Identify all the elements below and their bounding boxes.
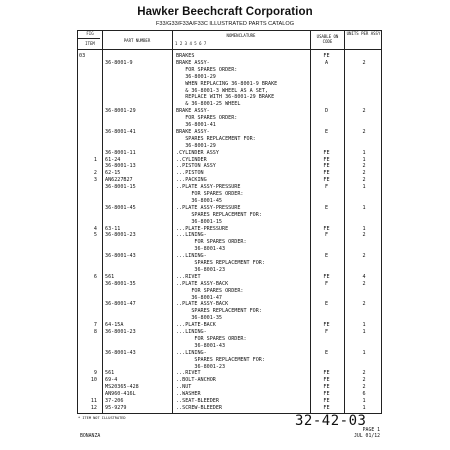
item-cell: 10 — [90, 377, 97, 384]
table-row — [78, 378, 381, 383]
usable-code-cell: FE — [323, 377, 330, 384]
table-row — [78, 151, 381, 156]
part-number-cell: 64-15A — [105, 322, 124, 329]
nomenclature-cell: ...PLATE-BACK — [176, 322, 216, 329]
nomenclature-cell: BRAKE ASSY- — [176, 59, 210, 66]
section-number: 32-42-03 — [295, 413, 367, 429]
usable-code-cell: FE — [323, 170, 330, 177]
table-row — [78, 54, 381, 59]
table-row — [78, 289, 381, 294]
part-number-cell: 561 — [105, 273, 115, 280]
units-cell: 4 — [362, 273, 366, 280]
part-number-cell: 37-206 — [105, 398, 124, 404]
table-row — [78, 137, 381, 142]
table-row — [78, 275, 381, 280]
table-row — [78, 296, 381, 301]
usable-code-cell: FE — [323, 163, 330, 170]
units-cell: 2 — [362, 170, 366, 177]
nomenclature-cell: ..NUT — [176, 384, 192, 391]
units-cell: 1 — [362, 404, 366, 411]
usable-code-cell: E — [324, 204, 329, 211]
table-row — [78, 302, 381, 307]
nomenclature-cell: ..PLATE ASSY-PRESSURE — [176, 184, 241, 191]
usable-code-cell: FE — [323, 322, 330, 329]
usable-code-cell: FE — [323, 391, 330, 398]
units-cell: 2 — [362, 377, 366, 384]
table-row — [78, 344, 381, 349]
units-cell: 1 — [362, 322, 366, 329]
table-row — [78, 178, 381, 183]
table-row — [78, 406, 381, 411]
nomenclature-cell: 36-8001-47 — [176, 294, 223, 301]
usable-code-cell: F — [324, 280, 329, 287]
table-row — [78, 385, 381, 390]
table-row — [78, 158, 381, 163]
usable-code-cell: E — [324, 128, 329, 135]
nomenclature-cell: ...PLATE-PRESSURE — [176, 225, 229, 232]
usable-code-cell: FE — [323, 384, 330, 391]
part-number-cell: MS20365-428 — [105, 384, 139, 391]
part-number-cell: 36-8001-35 — [105, 280, 136, 287]
usable-code-cell: FE — [323, 177, 330, 184]
nomenclature-cell: FOR SPARES ORDER: — [176, 239, 247, 246]
nomenclature-cell: 36-8001-23 — [176, 363, 226, 370]
nomenclature-cell: ..PLATE ASSY-BACK — [176, 301, 229, 308]
units-cell: 2 — [362, 177, 366, 184]
part-number-cell: 36-8001-45 — [105, 204, 136, 211]
table-row — [78, 68, 381, 73]
nomenclature-cell: SPARES REPLACEMENT FOR: — [176, 135, 256, 142]
header-nomenclature: NOMENCLATURE — [226, 33, 256, 38]
units-cell: 1 — [362, 329, 366, 335]
usable-code-cell: FE — [323, 273, 330, 280]
nomenclature-cell: FOR SPARES ORDER: — [176, 287, 244, 294]
item-cell: 8 — [93, 329, 97, 335]
table-row — [78, 392, 381, 397]
header-units-per-assy: UNITS PER ASSY — [346, 31, 381, 36]
item-cell: 3 — [93, 177, 97, 184]
nomenclature-cell: FOR SPARES ORDER: — [176, 335, 247, 342]
nomenclature-cell: SPARES REPLACEMENT FOR: — [176, 260, 265, 266]
part-number-cell: 36-8001-47 — [105, 301, 136, 308]
table-row — [78, 75, 381, 80]
nomenclature-cell: REPLACE WITH 36-8001-29 BRAKE — [176, 94, 275, 101]
document-subtitle: F33/G33/F33A/F33C ILLUSTRATED PARTS CATALOG — [155, 21, 295, 27]
usable-code-cell: FE — [323, 53, 330, 59]
item-cell: 1 — [93, 156, 97, 163]
units-cell: 6 — [362, 391, 366, 398]
part-number-cell: 62-15 — [105, 170, 121, 177]
units-cell: 2 — [362, 384, 366, 391]
table-row — [78, 82, 381, 87]
usable-code-cell: FE — [323, 398, 330, 404]
table-row — [78, 95, 381, 100]
units-cell: 2 — [362, 232, 366, 239]
units-cell: 2 — [362, 370, 366, 377]
nomenclature-cell: BRAKE ASSY- — [176, 128, 210, 135]
table-row — [78, 247, 381, 252]
header-part-number: PART NUMBER — [123, 38, 151, 43]
table-row — [78, 220, 381, 225]
document-title: Hawker Beechcraft Corporation — [137, 6, 313, 18]
usable-code-cell: F — [324, 329, 329, 335]
item-cell: 6 — [93, 273, 97, 280]
units-cell: 1 — [362, 225, 366, 232]
units-cell: 1 — [362, 349, 366, 356]
nomenclature-cell: 36-8001-35 — [176, 315, 223, 322]
usable-code-cell: FE — [323, 156, 330, 163]
nomenclature-cell: FOR SPARES ORDER: — [176, 191, 244, 197]
table-row — [78, 206, 381, 211]
nomenclature-cell: ...LINING- — [176, 253, 207, 260]
nomenclature-cell: ...LINING- — [176, 349, 207, 356]
nomenclature-cell: WHEN REPLACING 36-8001-9 BRAKE — [176, 80, 278, 87]
table-row — [78, 240, 381, 245]
table-row — [78, 213, 381, 218]
table-row — [78, 330, 381, 335]
usable-code-cell: E — [324, 349, 329, 356]
table-row — [78, 192, 381, 197]
table-row — [78, 130, 381, 135]
table-row — [78, 233, 381, 238]
table-row — [78, 316, 381, 321]
usable-code-cell: E — [324, 301, 329, 308]
table-row — [78, 282, 381, 287]
units-cell: 1 — [362, 184, 366, 191]
table-row — [78, 164, 381, 169]
revision-date: JUL 01/12 — [354, 434, 380, 439]
header-indent-levels: 1 2 3 4 5 6 7 — [175, 41, 207, 46]
units-cell: 1 — [362, 398, 366, 404]
table-row — [78, 358, 381, 363]
nomenclature-cell: ..SCREW-BLEEDER — [176, 404, 223, 411]
nomenclature-cell: ..CYLINDER — [176, 156, 207, 163]
part-number-cell: 36-8001-43 — [105, 349, 136, 356]
nomenclature-cell: ...LINING- — [176, 329, 207, 335]
part-number-cell: 36-8001-23 — [105, 232, 136, 239]
usable-code-cell: FE — [323, 404, 330, 411]
item-cell: 5 — [93, 232, 97, 239]
footnote: * ITEM NOT ILLUSTRATED — [78, 416, 126, 420]
table-row — [78, 171, 381, 176]
part-number-cell: 561 — [105, 370, 115, 377]
table-row — [78, 227, 381, 232]
units-cell: 2 — [362, 253, 366, 260]
part-number-cell: 36-8001-43 — [105, 253, 136, 260]
table-row — [78, 109, 381, 114]
item-cell: 4 — [93, 225, 97, 232]
fig-item-divider — [78, 38, 100, 39]
table-row — [78, 309, 381, 314]
nomenclature-cell: ..PLATE ASSY-PRESSURE — [176, 204, 241, 211]
nomenclature-cell: 36-8001-43 — [176, 342, 226, 349]
part-number-cell: 36-8001-29 — [105, 108, 136, 115]
part-number-cell: 61-24 — [105, 156, 121, 163]
nomenclature-cell: ...PISTON — [176, 170, 204, 177]
nomenclature-cell: SPARES REPLACEMENT FOR: — [176, 211, 262, 218]
part-number-cell: 36-8001-11 — [105, 149, 136, 156]
nomenclature-cell: ..BOLT-ANCHOR — [176, 377, 216, 384]
usable-code-cell: A — [324, 59, 329, 66]
units-cell: 2 — [362, 163, 366, 170]
table-row — [78, 337, 381, 342]
table-row — [78, 144, 381, 149]
nomenclature-cell: 36-8001-23 — [176, 266, 226, 273]
parts-table — [77, 30, 382, 414]
table-row — [78, 365, 381, 370]
item-cell: 9 — [93, 370, 97, 377]
units-cell: 2 — [362, 280, 366, 287]
nomenclature-cell: BRAKES — [176, 53, 195, 59]
nomenclature-cell: ...RIVET — [176, 273, 201, 280]
header-divider — [78, 49, 381, 50]
nomenclature-cell: FOR SPARES ORDER: — [176, 66, 238, 73]
header-item: ITEM — [85, 41, 95, 46]
fig-cell: 03 — [79, 53, 86, 59]
nomenclature-cell: 36-8001-15 — [176, 218, 223, 225]
table-row — [78, 261, 381, 266]
table-row — [78, 116, 381, 121]
units-cell: 2 — [362, 301, 366, 308]
part-number-cell: 36-8001-13 — [105, 163, 136, 170]
nomenclature-cell: 36-8001-45 — [176, 197, 223, 204]
usable-code-cell: FE — [323, 225, 330, 232]
nomenclature-cell: ...RIVET — [176, 370, 201, 377]
table-row — [78, 371, 381, 376]
units-cell: 1 — [362, 149, 366, 156]
part-number-cell: 36-8001-23 — [105, 329, 136, 335]
nomenclature-cell: 36-8001-41 — [176, 122, 216, 128]
part-number-cell: AN6227B27 — [105, 177, 133, 184]
table-row — [78, 102, 381, 107]
units-cell: 1 — [362, 204, 366, 211]
usable-code-cell: FE — [323, 370, 330, 377]
item-cell: 2 — [93, 170, 97, 177]
table-row — [78, 199, 381, 204]
item-cell: 7 — [93, 322, 97, 329]
usable-code-cell: E — [324, 253, 329, 260]
table-row — [78, 351, 381, 356]
part-number-cell: 69-4 — [105, 377, 118, 384]
table-row — [78, 268, 381, 273]
usable-code-cell: F — [324, 232, 329, 239]
header-fig: FIG — [86, 31, 94, 36]
usable-code-cell: D — [324, 108, 329, 115]
nomenclature-cell: ..WASHER — [176, 391, 201, 398]
nomenclature-cell: ..SEAT-BLEEDER — [176, 398, 219, 404]
nomenclature-cell: BRAKE ASSY- — [176, 108, 210, 115]
nomenclature-cell: SPARES REPLACEMENT FOR: — [176, 356, 265, 363]
table-row — [78, 254, 381, 259]
nomenclature-cell: 36-8001-43 — [176, 246, 226, 253]
nomenclature-cell: ..PLATE ASSY-BACK — [176, 280, 229, 287]
nomenclature-cell: .CYLINDER ASSY — [176, 149, 219, 156]
nomenclature-cell: & 36-8001-3 WHEEL AS A SET, — [176, 87, 269, 94]
part-number-cell: 36-8001-15 — [105, 184, 136, 191]
table-row — [78, 123, 381, 128]
aircraft-model: BONANZA — [80, 434, 101, 439]
nomenclature-cell: & 36-8001-25 WHEEL — [176, 101, 241, 108]
nomenclature-cell: 36-8001-29 — [176, 73, 216, 80]
nomenclature-cell: FOR SPARES ORDER: — [176, 115, 238, 122]
table-row — [78, 323, 381, 328]
part-number-cell: AN960-416L — [105, 391, 136, 398]
nomenclature-cell: ...PACKING — [176, 177, 207, 184]
usable-code-cell: F — [324, 184, 329, 191]
part-number-cell: 36-8001-41 — [105, 128, 136, 135]
units-cell: 1 — [362, 156, 366, 163]
nomenclature-cell: ...LINING- — [176, 232, 207, 239]
table-row — [78, 399, 381, 404]
part-number-cell: 63-11 — [105, 225, 121, 232]
table-row — [78, 89, 381, 94]
nomenclature-cell: SPARES REPLACEMENT FOR: — [176, 308, 262, 315]
page-number: PAGE 1 — [362, 428, 380, 433]
nomenclature-cell: 36-8001-29 — [176, 142, 216, 149]
units-cell: 2 — [362, 59, 366, 66]
part-number-cell: 36-8001-9 — [105, 59, 133, 66]
usable-code-cell: FE — [323, 149, 330, 156]
units-cell: 2 — [362, 128, 366, 135]
table-row — [78, 185, 381, 190]
units-cell: 2 — [362, 108, 366, 115]
nomenclature-cell: ..PISTON ASSY — [176, 163, 216, 170]
item-cell: 11 — [90, 398, 97, 404]
table-row — [78, 61, 381, 66]
part-number-cell: 95-9279 — [105, 404, 127, 411]
header-usable-on-code: USABLE ON CODE — [316, 34, 339, 44]
item-cell: 12 — [90, 404, 97, 411]
